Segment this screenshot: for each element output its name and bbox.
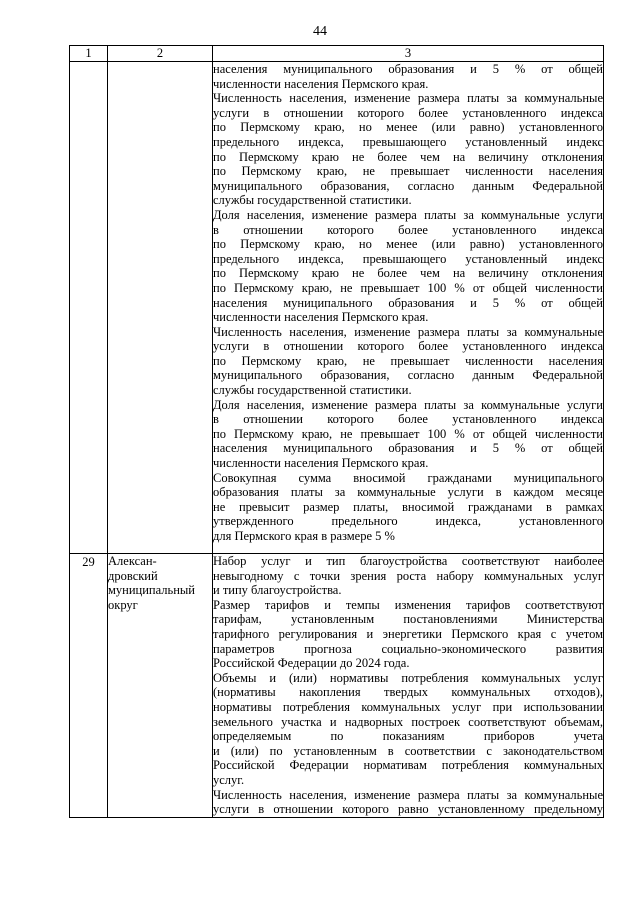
text-line: образования платы за коммунальные услуги в каждом месяце xyxy=(213,485,603,500)
text-line: населения муниципального образования и 5 % от общей xyxy=(213,295,603,310)
text-line: численности населения Пермского края. xyxy=(213,76,429,91)
column-header-3: 3 xyxy=(213,46,604,62)
conditions-text xyxy=(213,554,604,818)
text-line: Численность населения, изменение размера платы за коммунальные xyxy=(213,324,603,339)
text-line: Размер тарифов и темпы изменения тарифов соответствуют xyxy=(213,597,603,612)
text-line: Численность населения, изменение размера платы за коммунальные xyxy=(213,91,603,106)
text-line: утвержденного предельного индекса, установленного xyxy=(213,514,603,529)
text-line: (нормативы накопления твердых коммунальных отходов), xyxy=(213,685,603,700)
text-line: по Пермскому краю, не превышает численности населения xyxy=(213,353,603,368)
name-line: округ xyxy=(108,597,138,612)
text-line: численности населения Пермского края. xyxy=(213,456,429,471)
text-line: службы государственной статистики. xyxy=(213,383,412,398)
text-line: услуг. xyxy=(213,772,245,787)
text-line: населения муниципального образования и 5 % от общей xyxy=(213,441,603,456)
text-line: населения муниципального образования и 5 % от общей xyxy=(213,62,603,76)
text-line: Набор услуг и тип благоустройства соответствуют наиболее xyxy=(213,554,603,568)
text-line: в отношении которого более установленного индекса xyxy=(213,412,603,427)
document-table xyxy=(69,45,604,818)
text-line: службы государственной статистики. xyxy=(213,193,412,208)
page-number: 44 xyxy=(313,24,327,39)
text-line: предельного индекса, превышающего установленный индекс xyxy=(213,134,603,149)
table-row xyxy=(70,554,604,818)
table-row xyxy=(70,62,604,554)
text-line: определяемым по показаниям приборов учета xyxy=(213,729,603,744)
text-line: тарифного регулирования и энергетики Пермского края с учетом xyxy=(213,626,603,641)
text-line: и типу благоустройства. xyxy=(213,583,342,598)
text-line: Объемы и (или) нормативы потребления коммунальных услуг xyxy=(213,670,603,685)
column-header-2: 2 xyxy=(108,46,213,62)
text-line: муниципального образования, согласно данным Федеральной xyxy=(213,178,603,193)
text-line: Российской Федерации нормативам потребления коммунальных xyxy=(213,758,603,773)
text-line: численности населения Пермского края. xyxy=(213,310,429,325)
text-line: по Пермскому краю, не превышает 100 % от общей численности xyxy=(213,426,603,441)
text-line: по Пермскому краю, не превышает 100 % от общей численности xyxy=(213,280,603,295)
text-line: Доля населения, изменение размера платы за коммунальные услуги xyxy=(213,397,603,412)
text-line: в отношении которого более установленного индекса xyxy=(213,222,603,237)
text-line: и (или) по установленным в соответствии с законодательством xyxy=(213,743,603,758)
text-line: для Пермского края в размере 5 % xyxy=(213,529,395,543)
text-line: не превысит размер платы, вносимой гражданами в рамках xyxy=(213,499,603,514)
name-line: Алексан- xyxy=(108,554,157,568)
row-number: 29 xyxy=(70,554,108,818)
text-line: Совокупная сумма вносимой гражданами муниципального xyxy=(213,470,603,485)
text-line: услуги в отношении которого равно установленному предельному xyxy=(213,802,603,817)
text-line: параметров прогноза социально-экономического развития xyxy=(213,641,603,656)
text-line: муниципального образования, согласно данным Федеральной xyxy=(213,368,603,383)
row-number xyxy=(70,62,108,554)
text-line: нормативы потребления коммунальных услуг при использовании xyxy=(213,699,603,714)
conditions-text xyxy=(213,62,604,554)
text-line: по Пермскому краю, не превышает численности населения xyxy=(213,164,603,179)
text-line: Доля населения, изменение размера платы за коммунальные услуги xyxy=(213,207,603,222)
text-line: по Пермскому краю, но менее (или равно) установленного xyxy=(213,120,603,135)
text-line: услуги в отношении которого более установленного индекса xyxy=(213,105,603,120)
text-line: услуги в отношении которого более установленного индекса xyxy=(213,339,603,354)
text-line: земельного участка и надворных построек соответствуют объемам, xyxy=(213,714,603,729)
column-header-1: 1 xyxy=(70,46,108,62)
text-line: Российской Федерации до 2024 года. xyxy=(213,656,410,671)
municipality-name xyxy=(108,62,213,554)
text-line: по Пермскому краю не более чем на величину отклонения xyxy=(213,266,603,281)
name-line: дровский xyxy=(108,568,158,583)
text-line: невыгодному с точки зрения роста набору коммунальных услуг xyxy=(213,568,603,583)
text-line: предельного индекса, превышающего установленный индекс xyxy=(213,251,603,266)
name-line: муниципальный xyxy=(108,583,195,598)
municipality-name xyxy=(108,554,213,818)
text-line: по Пермскому краю, но менее (или равно) установленного xyxy=(213,237,603,252)
text-line: тарифам, установленным постановлениями Министерства xyxy=(213,612,603,627)
text-line: Численность населения, изменение размера платы за коммунальные xyxy=(213,787,603,802)
table-header-row xyxy=(70,46,604,62)
text-line: по Пермскому краю не более чем на величину отклонения xyxy=(213,149,603,164)
